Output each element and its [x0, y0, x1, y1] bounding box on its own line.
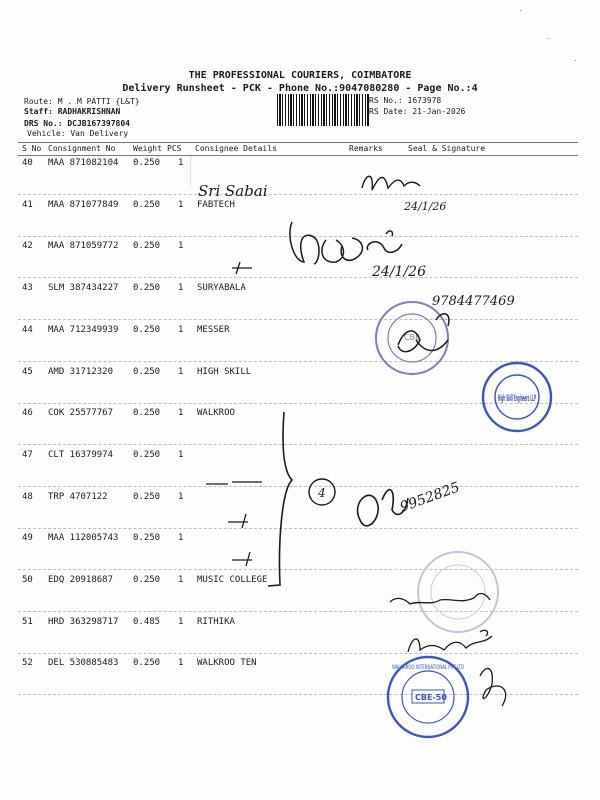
row-weight: 0.250	[133, 200, 161, 210]
drs-text: DRS No.: DCJB167397804	[24, 119, 130, 128]
route-text: Route: M . M PATTI {L&T}	[24, 97, 140, 106]
col-consignment: Consignment No	[48, 144, 116, 153]
row-weight: 0.250	[133, 492, 161, 502]
row-consignment: CLT 16379974	[48, 450, 114, 460]
handwritten-phone-row48: 9952825	[397, 479, 462, 516]
row-sno: 49	[22, 533, 33, 543]
signature-row51	[408, 630, 492, 652]
col-weight: Weight	[133, 144, 162, 153]
row-consignment: SLM 387434227	[48, 283, 119, 293]
row-pcs: 1	[178, 325, 184, 335]
signature-row50	[390, 594, 490, 604]
row-consignment: MAA 712349939	[48, 325, 119, 335]
handwritten-name-row40: Sri Sabai	[198, 182, 268, 200]
row-pcs: 1	[178, 492, 184, 502]
col-sno: S No	[22, 144, 42, 153]
rs-no: RS No.: 1673978	[369, 96, 442, 105]
bracket-rows46-50	[268, 412, 292, 586]
row-sno: 45	[22, 367, 33, 377]
row-sno: 47	[22, 450, 33, 460]
row-weight: 0.250	[133, 367, 161, 377]
row-weight: 0.250	[133, 533, 161, 543]
row-consignee: MUSIC COLLEGE	[197, 575, 268, 585]
handwritten-circle-number: 4	[318, 486, 326, 500]
row-sno: 43	[22, 283, 33, 293]
row-sno: 48	[22, 492, 33, 502]
row-sno: 44	[22, 325, 33, 335]
col-seal: Seal & Signature	[408, 144, 486, 153]
col-remarks: Remarks	[349, 144, 383, 153]
row-consignment: MAA 871059772	[48, 241, 119, 251]
signature-row52	[480, 668, 506, 706]
row-consignee: WALKROO TEN	[197, 658, 257, 668]
row-consignee: MESSER	[197, 325, 230, 335]
signature-row42	[290, 222, 402, 264]
col-pcs: PCS	[167, 144, 182, 153]
row-sno: 46	[22, 408, 33, 418]
row-pcs: 1	[178, 283, 184, 293]
faint-stamp-row50	[418, 552, 498, 632]
company-title: THE PROFESSIONAL COURIERS, COIMBATORE	[188, 70, 412, 81]
tick-row42	[232, 262, 252, 274]
rs-date: RS Date: 21-Jan-2026	[369, 107, 466, 116]
high-skill-stamp	[483, 363, 551, 431]
stamp-walkaroo-text: WALKAROO INTERNATIONAL PVT LTD	[392, 664, 465, 671]
row-sno: 51	[22, 617, 33, 627]
dash-row50	[232, 552, 252, 566]
cbe-company-stamp	[376, 302, 448, 374]
dash-row49	[228, 514, 248, 528]
row-pcs: 1	[178, 533, 184, 543]
row-consignee: HIGH SKILL	[197, 367, 252, 377]
row-consignment: EDQ 20918687	[48, 575, 114, 585]
runsheet-subtitle: Delivery Runsheet - PCK - Phone No.:9047080280 - Page No.:4	[122, 83, 478, 94]
row-consignee: WALKROO	[197, 408, 235, 418]
col-consignee: Consignee Details	[195, 144, 277, 153]
row-weight: 0.485	[133, 617, 161, 627]
row-sno: 50	[22, 575, 33, 585]
row-weight: 0.250	[133, 408, 161, 418]
row-pcs: 1	[178, 367, 184, 377]
row-sno: 52	[22, 658, 33, 668]
signature-row44	[398, 314, 449, 352]
handwritten-date-row42: 24/1/26	[372, 264, 426, 280]
row-weight: 0.250	[133, 450, 161, 460]
row-pcs: 1	[178, 450, 184, 460]
row-consignment: MAA 871077849	[48, 200, 119, 210]
row-weight: 0.250	[133, 325, 161, 335]
row-sno: 42	[22, 241, 33, 251]
row-sno: 41	[22, 200, 33, 210]
handwritten-phone-row43: 9784477469	[432, 294, 515, 309]
row-weight: 0.250	[133, 283, 161, 293]
row-consignee: RITHIKA	[197, 617, 235, 627]
row-pcs: 1	[178, 158, 184, 168]
stamp-high-skill-text: High Skill Engineers LLP	[498, 394, 537, 404]
row-pcs: 1	[178, 617, 184, 627]
row-consignee: FABTECH	[197, 200, 235, 210]
vehicle-text: Vehicle: Van Delivery	[27, 129, 129, 138]
row-consignment: HRD 363298717	[48, 617, 119, 627]
row-sno: 40	[22, 158, 33, 168]
row-weight: 0.250	[133, 241, 161, 251]
row-pcs: 1	[178, 408, 184, 418]
stamp-cbe-text: CBE	[404, 333, 421, 342]
row-pcs: 1	[178, 575, 184, 585]
row-consignment: AMD 31712320	[48, 367, 114, 377]
row-consignment: DEL 530885483	[48, 658, 119, 668]
row-weight: 0.250	[133, 658, 161, 668]
row-weight: 0.250	[133, 158, 161, 168]
handwritten-date-row40: 24/1/26	[404, 200, 447, 213]
row-consignment: MAA 112005743	[48, 533, 119, 543]
row-consignee: SURYABALA	[197, 283, 246, 293]
staff-text: Staff: RADHAKRISHNAN	[24, 107, 121, 116]
walkaroo-stamp	[388, 657, 468, 737]
row-pcs: 1	[178, 658, 184, 668]
row-consignment: COK 25577767	[48, 408, 114, 418]
signature-row40	[362, 176, 420, 190]
row-consignment: MAA 871082104	[48, 158, 119, 168]
row-pcs: 1	[178, 241, 184, 251]
dash-row48	[206, 482, 262, 484]
row-pcs: 1	[178, 200, 184, 210]
stamp-cbe50-text: CBE-50	[415, 693, 447, 702]
row-weight: 0.250	[133, 575, 161, 585]
row-consignment: TRP 4707122	[48, 492, 108, 502]
